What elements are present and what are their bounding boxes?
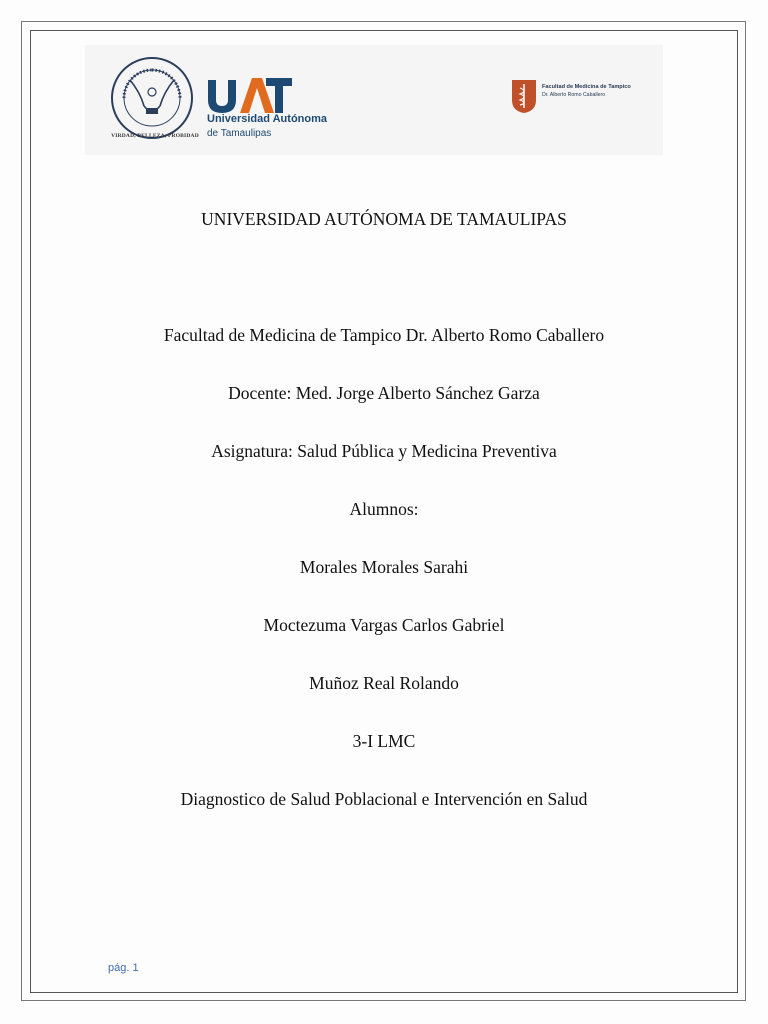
uat-logo-name: Universidad Autónoma [207, 113, 327, 125]
subject-line: Asignatura: Salud Pública y Medicina Preventiva [211, 441, 557, 461]
faculty-emblem-icon [510, 78, 538, 114]
page-number: pág. 1 [108, 962, 139, 974]
university-seal-icon [110, 56, 194, 140]
student-name: Moctezuma Vargas Carlos Gabriel [263, 615, 505, 635]
uat-logo-icon [206, 76, 292, 114]
teacher-line: Docente: Med. Jorge Alberto Sánchez Garza [228, 383, 540, 403]
document-title: Diagnostico de Salud Poblacional e Intervención en Salud [180, 789, 588, 809]
faculty-logo-subname: Dr. Alberto Romo Caballero [542, 92, 606, 98]
faculty-name: Facultad de Medicina de Tampico Dr. Alberto Romo Caballero [163, 325, 605, 345]
university-name: UNIVERSIDAD AUTÓNOMA DE TAMAULIPAS [201, 209, 567, 229]
group-line: 3-I LMC [352, 731, 416, 751]
faculty-logo-name: Facultad de Medicina de Tampico [542, 84, 631, 90]
uat-logo-subtitle: de Tamaulipas [207, 128, 272, 139]
students-label: Alumnos: [349, 499, 419, 519]
seal-motto: VIRDAD, BELLEZA, PROBIDAD [111, 133, 199, 139]
student-name: Morales Morales Sarahi [299, 557, 469, 577]
student-name: Muñoz Real Rolando [309, 673, 459, 693]
